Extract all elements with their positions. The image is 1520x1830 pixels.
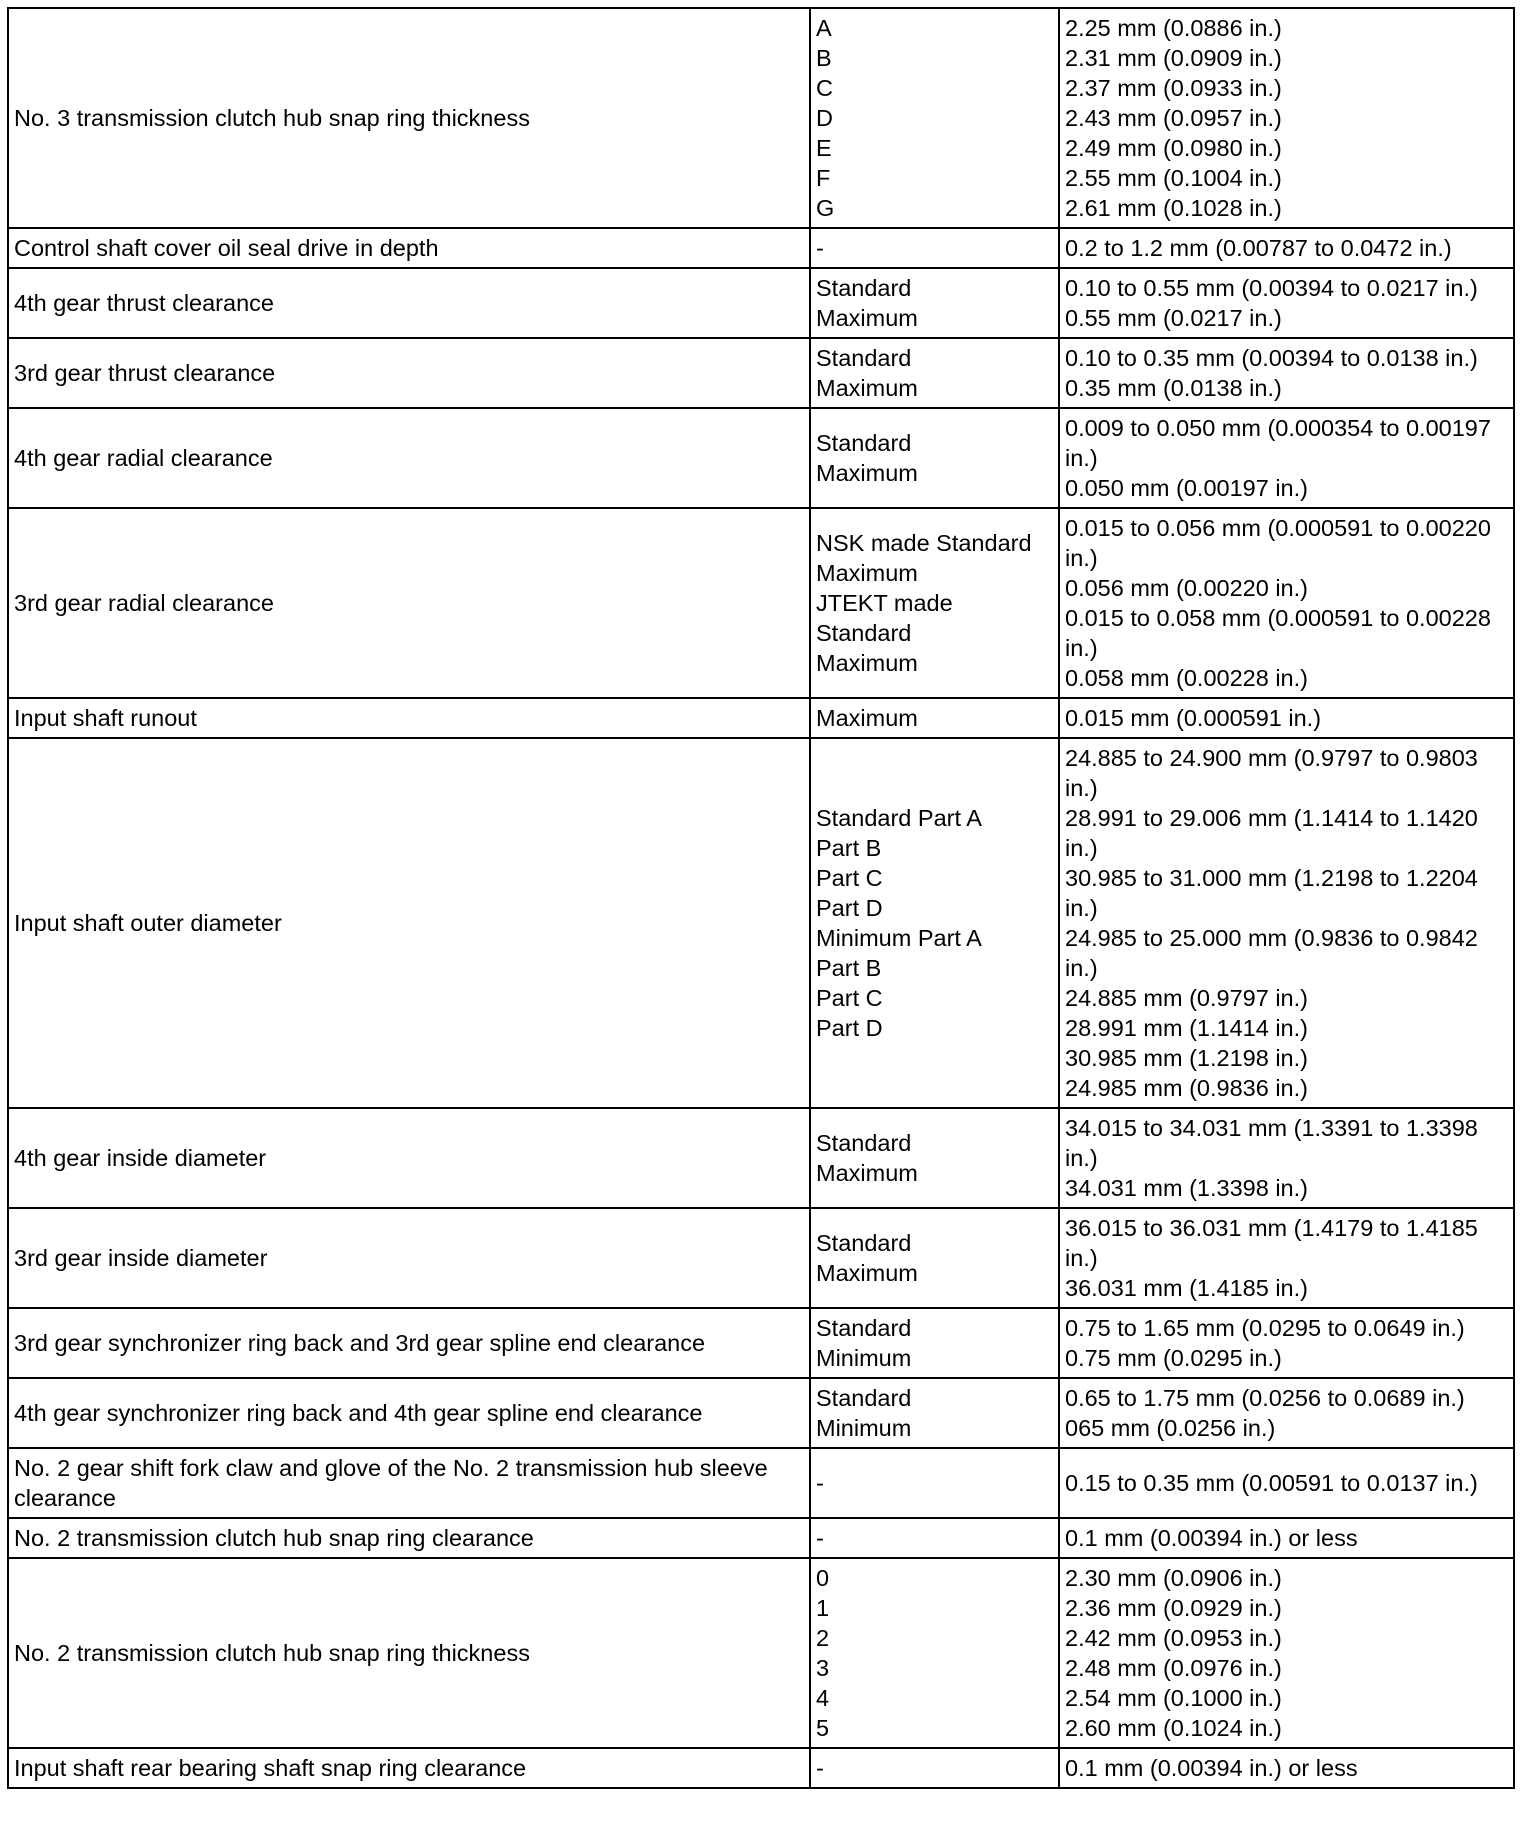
value-cell: 0.009 to 0.050 mm (0.000354 to 0.00197 in.) 0.050 mm (0.00197 in.): [1059, 408, 1514, 508]
item-cell: Control shaft cover oil seal drive in depth: [8, 228, 810, 268]
table-row: [8, 1448, 1514, 1518]
item-cell: Input shaft runout: [8, 698, 810, 738]
item-cell: No. 3 transmission clutch hub snap ring thickness: [8, 8, 810, 228]
value-cell: 2.25 mm (0.0886 in.) 2.31 mm (0.0909 in.) 2.37 mm (0.0933 in.) 2.43 mm (0.0957 in.) 2.49 mm (0.0980 in.) 2.55 mm (0.1004 in.) 2.61 mm (0.1028 in.): [1059, 8, 1514, 228]
table-row: [8, 8, 1514, 228]
table-row: [8, 268, 1514, 338]
condition-cell: Maximum: [810, 698, 1059, 738]
condition-cell: Standard Maximum: [810, 1108, 1059, 1208]
table-row: [8, 1518, 1514, 1558]
item-cell: Input shaft outer diameter: [8, 738, 810, 1108]
condition-cell: Standard Minimum: [810, 1378, 1059, 1448]
value-cell: 0.1 mm (0.00394 in.) or less: [1059, 1748, 1514, 1788]
value-cell: 0.10 to 0.55 mm (0.00394 to 0.0217 in.) 0.55 mm (0.0217 in.): [1059, 268, 1514, 338]
value-cell: 0.2 to 1.2 mm (0.00787 to 0.0472 in.): [1059, 228, 1514, 268]
table-row: [8, 408, 1514, 508]
value-cell: 0.15 to 0.35 mm (0.00591 to 0.0137 in.): [1059, 1448, 1514, 1518]
value-cell: 0.015 to 0.056 mm (0.000591 to 0.00220 in.) 0.056 mm (0.00220 in.) 0.015 to 0.058 mm (0.000591 to 0.00228 in.) 0.058 mm (0.00228 in.): [1059, 508, 1514, 698]
table-row: [8, 228, 1514, 268]
table-row: [8, 1108, 1514, 1208]
condition-cell: 0 1 2 3 4 5: [810, 1558, 1059, 1748]
item-cell: 3rd gear thrust clearance: [8, 338, 810, 408]
condition-cell: Standard Maximum: [810, 338, 1059, 408]
specification-table: [7, 7, 1515, 1789]
value-cell: 24.885 to 24.900 mm (0.9797 to 0.9803 in.) 28.991 to 29.006 mm (1.1414 to 1.1420 in.) 30.985 to 31.000 mm (1.2198 to 1.2204 in.) 24.985 to 25.000 mm (0.9836 to 0.9842 in.) 24.885 mm (0.9797 in.) 28.991 mm (1.1414 in.) 30.985 mm (1.2198 in.) 24.985 mm (0.9836 in.): [1059, 738, 1514, 1108]
condition-cell: Standard Part A Part B Part C Part D Minimum Part A Part B Part C Part D: [810, 738, 1059, 1108]
item-cell: Input shaft rear bearing shaft snap ring clearance: [8, 1748, 810, 1788]
value-cell: 2.30 mm (0.0906 in.) 2.36 mm (0.0929 in.) 2.42 mm (0.0953 in.) 2.48 mm (0.0976 in.) 2.54 mm (0.1000 in.) 2.60 mm (0.1024 in.): [1059, 1558, 1514, 1748]
item-cell: 3rd gear inside diameter: [8, 1208, 810, 1308]
value-cell: 34.015 to 34.031 mm (1.3391 to 1.3398 in.) 34.031 mm (1.3398 in.): [1059, 1108, 1514, 1208]
value-cell: 0.1 mm (0.00394 in.) or less: [1059, 1518, 1514, 1558]
item-cell: 4th gear synchronizer ring back and 4th gear spline end clearance: [8, 1378, 810, 1448]
value-cell: 0.015 mm (0.000591 in.): [1059, 698, 1514, 738]
item-cell: 3rd gear radial clearance: [8, 508, 810, 698]
table-row: [8, 508, 1514, 698]
item-cell: 3rd gear synchronizer ring back and 3rd gear spline end clearance: [8, 1308, 810, 1378]
table-row: [8, 698, 1514, 738]
value-cell: 0.65 to 1.75 mm (0.0256 to 0.0689 in.) 065 mm (0.0256 in.): [1059, 1378, 1514, 1448]
condition-cell: -: [810, 1448, 1059, 1518]
condition-cell: -: [810, 228, 1059, 268]
table-row: [8, 338, 1514, 408]
item-cell: No. 2 transmission clutch hub snap ring clearance: [8, 1518, 810, 1558]
condition-cell: Standard Maximum: [810, 408, 1059, 508]
table-row: [8, 1308, 1514, 1378]
item-cell: No. 2 gear shift fork claw and glove of the No. 2 transmission hub sleeve clearance: [8, 1448, 810, 1518]
table-row: [8, 1208, 1514, 1308]
condition-cell: -: [810, 1518, 1059, 1558]
condition-cell: A B C D E F G: [810, 8, 1059, 228]
value-cell: 36.015 to 36.031 mm (1.4179 to 1.4185 in.) 36.031 mm (1.4185 in.): [1059, 1208, 1514, 1308]
condition-cell: Standard Maximum: [810, 1208, 1059, 1308]
item-cell: 4th gear radial clearance: [8, 408, 810, 508]
value-cell: 0.10 to 0.35 mm (0.00394 to 0.0138 in.) 0.35 mm (0.0138 in.): [1059, 338, 1514, 408]
value-cell: 0.75 to 1.65 mm (0.0295 to 0.0649 in.) 0.75 mm (0.0295 in.): [1059, 1308, 1514, 1378]
condition-cell: -: [810, 1748, 1059, 1788]
item-cell: 4th gear thrust clearance: [8, 268, 810, 338]
condition-cell: NSK made Standard Maximum JTEKT made Standard Maximum: [810, 508, 1059, 698]
condition-cell: Standard Minimum: [810, 1308, 1059, 1378]
item-cell: 4th gear inside diameter: [8, 1108, 810, 1208]
table-row: [8, 1558, 1514, 1748]
table-row: [8, 1748, 1514, 1788]
table-row: [8, 1378, 1514, 1448]
table-row: [8, 738, 1514, 1108]
item-cell: No. 2 transmission clutch hub snap ring thickness: [8, 1558, 810, 1748]
condition-cell: Standard Maximum: [810, 268, 1059, 338]
